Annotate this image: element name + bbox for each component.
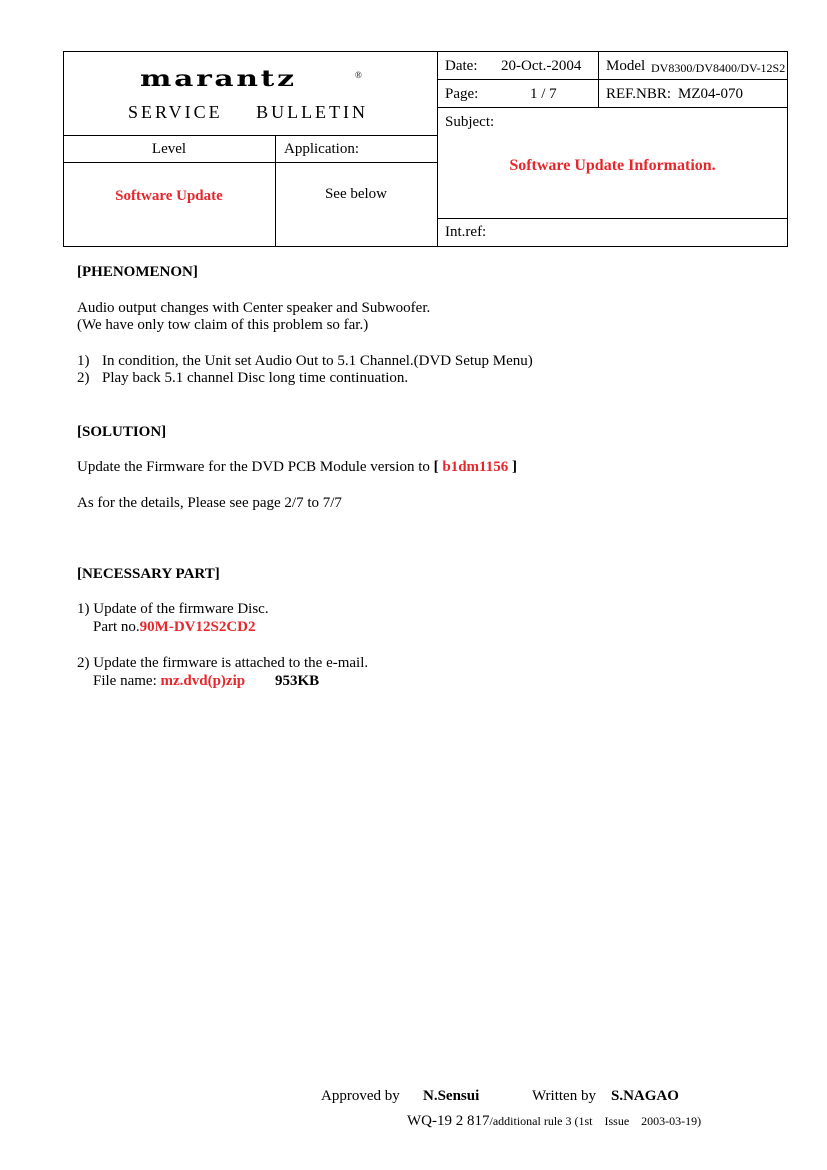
file-name-line bbox=[93, 673, 245, 690]
file-size: 953KB bbox=[275, 673, 320, 689]
necessary-item-1: 1) Update of the firmware Disc. bbox=[77, 601, 269, 617]
necessary-item-2: 2) Update the firmware is attached to the e-mail. bbox=[77, 655, 369, 671]
ref-value: MZ04-070 bbox=[678, 86, 743, 102]
written-name: S.NAGAO bbox=[611, 1088, 679, 1104]
condition-item-1-text: In condition, the Unit set Audio Out to 5.1 Channel.(DVD Setup Menu) bbox=[102, 353, 533, 369]
phenomenon-line-2: (We have only tow claim of this problem so far.) bbox=[77, 317, 369, 333]
firmware-version: b1dm1156 bbox=[442, 459, 509, 475]
bracket-close: ] bbox=[511, 459, 517, 475]
page-label: Page: bbox=[445, 86, 479, 102]
part-number-line bbox=[93, 619, 256, 636]
application-value: See below bbox=[324, 186, 388, 202]
model-value: DV8300/DV8400/DV-12S2 bbox=[651, 61, 786, 75]
file-name-value: mz.dvd(p)zip bbox=[160, 673, 246, 689]
condition-item-1-number: 1) bbox=[77, 353, 90, 369]
necessary-part-heading: [NECESSARY PART] bbox=[77, 566, 220, 582]
subject-label: Subject: bbox=[445, 114, 495, 130]
application-label: Application: bbox=[284, 141, 359, 157]
bracket-open: [ bbox=[433, 459, 439, 475]
level-value: Software Update bbox=[115, 188, 223, 204]
condition-item-2-number: 2) bbox=[77, 370, 90, 386]
approved-label: Approved by bbox=[321, 1088, 400, 1104]
form-reference bbox=[407, 1113, 701, 1130]
date-value: 20-Oct.-2004 bbox=[501, 58, 582, 74]
form-code: WQ-19 2 817 bbox=[407, 1113, 490, 1129]
model-label: Model bbox=[606, 58, 646, 74]
registered-mark: ® bbox=[355, 70, 362, 80]
intref-label: Int.ref: bbox=[445, 224, 487, 240]
bulletin-title: SERVICE BULLETIN bbox=[128, 102, 369, 122]
written-label: Written by bbox=[532, 1088, 596, 1104]
form-note: /additional rule 3 (1st Issue 2003-03-19) bbox=[489, 1114, 702, 1128]
date-label: Date: bbox=[445, 58, 478, 74]
solution-line bbox=[77, 459, 517, 476]
solution-details: As for the details, Please see page 2/7 to 7/7 bbox=[77, 495, 342, 511]
part-number-label: Part no. bbox=[93, 619, 140, 635]
ref-label: REF.NBR: bbox=[606, 86, 672, 102]
part-number-value: 90M-DV12S2CD2 bbox=[139, 619, 256, 635]
condition-item-2-text: Play back 5.1 channel Disc long time continuation. bbox=[102, 370, 409, 386]
phenomenon-heading: [PHENOMENON] bbox=[77, 264, 198, 280]
subject-value: Software Update Information. bbox=[509, 157, 716, 174]
file-name-label: File name: bbox=[93, 673, 161, 689]
level-label: Level bbox=[151, 141, 187, 157]
solution-heading: [SOLUTION] bbox=[77, 424, 167, 440]
page-value: 1 / 7 bbox=[530, 86, 557, 102]
marantz-logo: marantz bbox=[140, 66, 297, 92]
approved-name: N.Sensui bbox=[423, 1088, 480, 1104]
phenomenon-line-1: Audio output changes with Center speaker and Subwoofer. bbox=[77, 300, 431, 316]
solution-line-prefix: Update the Firmware for the DVD PCB Module version to bbox=[77, 459, 434, 475]
